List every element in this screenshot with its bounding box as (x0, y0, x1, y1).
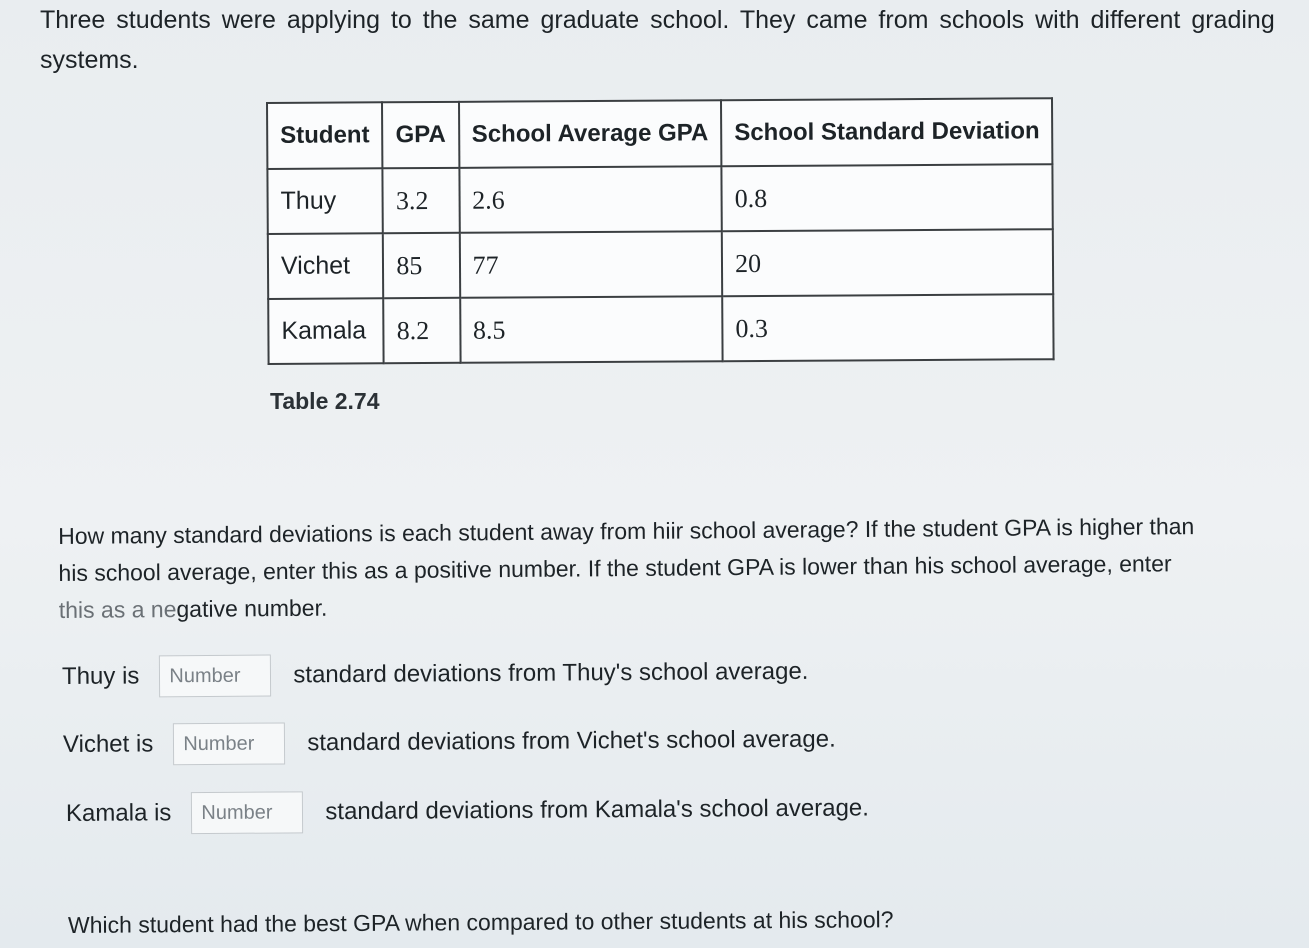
question-line-2: his school average, enter this as a positive number. If the student GPA is lower than his school average, enter (58, 550, 1172, 586)
cell-std-dev: 0.8 (721, 164, 1053, 231)
header-school-standard-deviation: School Standard Deviation (721, 98, 1053, 166)
answer-row-thuy (62, 651, 809, 698)
header-gpa: GPA (382, 102, 459, 168)
cell-gpa: 3.2 (383, 168, 460, 233)
vichet-answer-input[interactable] (173, 722, 285, 765)
answer-row-kamala (66, 787, 869, 835)
kamala-answer-input[interactable] (191, 791, 303, 834)
question-line-1: How many standard deviations is each student away from hiir school average? If the student GPA is higher than (58, 513, 1195, 549)
thuy-answer-input[interactable] (159, 655, 271, 698)
table-row (267, 164, 1053, 234)
question-line-3-start: this as a ne (58, 595, 177, 623)
cell-std-dev: 20 (722, 229, 1054, 296)
cell-gpa: 8.2 (384, 298, 461, 363)
intro-line-2: systems. (40, 46, 139, 74)
table-row (268, 229, 1054, 299)
cell-gpa: 85 (383, 233, 460, 298)
follow-up-question: Which student had the best GPA when compared to other students at his school? (67, 906, 894, 938)
question-line-3-end: gative number. (176, 594, 328, 622)
answer-label-thuy: Thuy is (61, 662, 140, 690)
gpa-table (266, 97, 1055, 365)
header-student: Student (267, 102, 383, 169)
cell-student: Kamala (268, 298, 384, 364)
cell-student: Thuy (267, 168, 383, 234)
answer-suffix-thuy: standard deviations from Thuy's school average. (293, 657, 809, 689)
header-school-average-gpa: School Average GPA (459, 100, 722, 168)
answer-suffix-vichet: standard deviations from Vichet's school average. (307, 725, 836, 757)
table-caption: Table 2.74 (270, 388, 380, 414)
intro-line-1: Three students were applying to the same graduate school. They came from schools with different grading (40, 6, 1275, 34)
answer-label-kamala: Kamala is (65, 799, 172, 827)
table-row (268, 294, 1054, 364)
cell-std-dev: 0.3 (722, 294, 1054, 361)
cell-average: 77 (459, 231, 722, 298)
cell-average: 2.6 (459, 166, 722, 233)
cell-student: Vichet (268, 233, 384, 299)
problem-intro (40, 0, 1309, 80)
answer-row-vichet (63, 719, 836, 766)
answer-label-vichet: Vichet is (62, 730, 154, 758)
answer-suffix-kamala: standard deviations from Kamala's school average. (325, 794, 869, 826)
data-table-container (266, 102, 1053, 365)
question-text (58, 507, 1309, 629)
cell-average: 8.5 (460, 296, 723, 363)
table-header-row (267, 98, 1053, 169)
